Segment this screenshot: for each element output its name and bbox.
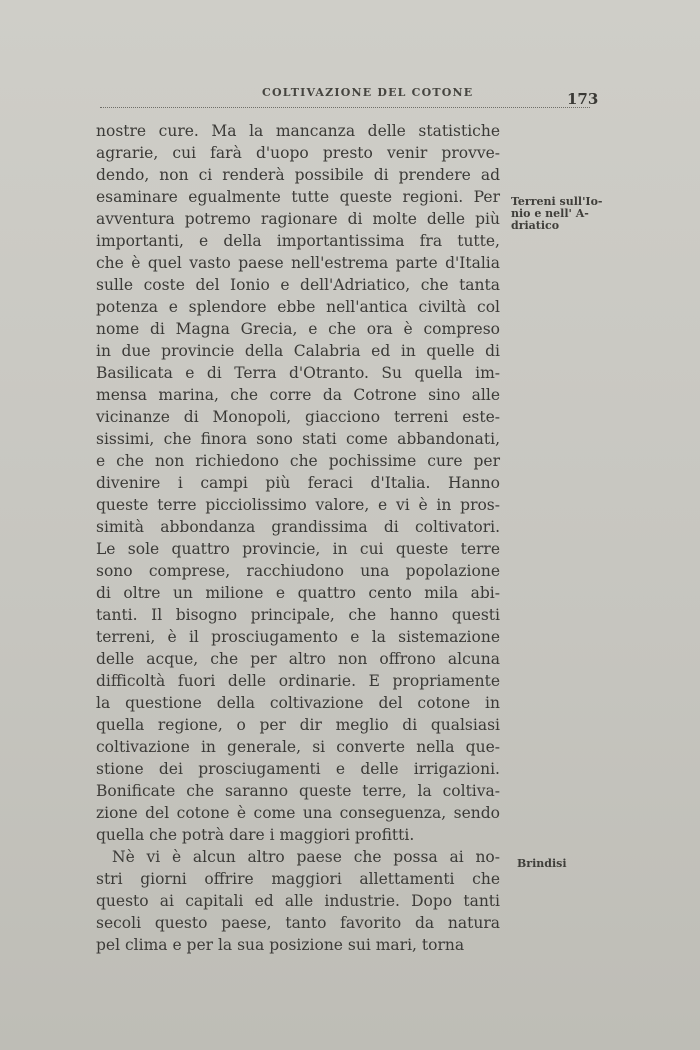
running-title: COLTIVAZIONE DEL COTONE bbox=[262, 86, 474, 99]
text-line: sissimi, che finora sono stati come abbandonati, bbox=[96, 430, 500, 448]
text-line: questo ai capitali ed alle industrie. Dopo tanti bbox=[96, 892, 500, 910]
margin-note-line: nio e nell' A- bbox=[511, 207, 589, 220]
text-line: delle acque, che per altro non offrono alcuna bbox=[96, 650, 500, 668]
text-line: Le sole quattro provincie, in cui queste terre bbox=[96, 540, 500, 558]
text-line: queste terre picciolissimo valore, e vi è in pros- bbox=[96, 496, 500, 514]
text-line: dendo, non ci renderà possibile di prendere ad bbox=[96, 166, 500, 184]
text-line: quella regione, o per dir meglio di qualsiasi bbox=[96, 716, 500, 734]
margin-note-brindisi bbox=[517, 858, 567, 870]
text-line: esaminare egualmente tutte queste regioni. Per bbox=[96, 188, 500, 206]
text-line: importanti, e della importantissima fra tutte, bbox=[96, 232, 500, 250]
text-line: difficoltà fuori delle ordinarie. E propriamente bbox=[96, 672, 500, 690]
text-line: secoli questo paese, tanto favorito da natura bbox=[96, 914, 500, 932]
text-line: divenire i campi più feraci d'Italia. Hanno bbox=[96, 474, 500, 492]
text-line: che è quel vasto paese nell'estrema parte d'Italia bbox=[96, 254, 500, 272]
header-rule bbox=[100, 107, 590, 108]
text-line: mensa marina, che corre da Cotrone sino alle bbox=[96, 386, 500, 404]
text-line: terreni, è il prosciugamento e la sistemazione bbox=[96, 628, 500, 646]
text-line: coltivazione in generale, si converte nella que- bbox=[96, 738, 500, 756]
margin-note-line: Brindisi bbox=[517, 857, 567, 870]
page-number: 173 bbox=[567, 90, 599, 108]
text-line: la questione della coltivazione del cotone in bbox=[96, 694, 500, 712]
text-line: nostre cure. Ma la mancanza delle statistiche bbox=[96, 122, 500, 140]
text-line: stione dei prosciugamenti e delle irrigazioni. bbox=[96, 760, 500, 778]
text-line: tanti. Il bisogno principale, che hanno questi bbox=[96, 606, 500, 624]
text-line: potenza e splendore ebbe nell'antica civiltà col bbox=[96, 298, 500, 316]
text-line: zione del cotone è come una conseguenza, sendo bbox=[96, 804, 500, 822]
body-text bbox=[96, 120, 500, 956]
text-line: stri giorni offrire maggiori allettamenti che bbox=[96, 870, 500, 888]
text-line: Basilicata e di Terra d'Otranto. Su quella im- bbox=[96, 364, 500, 382]
margin-note-terreni bbox=[511, 196, 621, 232]
text-line: nome di Magna Grecia, e che ora è compreso bbox=[96, 320, 500, 338]
text-line: avventura potremo ragionare di molte delle più bbox=[96, 210, 500, 228]
text-line: simità abbondanza grandissima di coltivatori. bbox=[96, 518, 500, 536]
text-line: quella che potrà dare i maggiori profitti. bbox=[96, 826, 415, 844]
text-line: Nè vi è alcun altro paese che possa ai no- bbox=[112, 848, 500, 866]
text-line: vicinanze di Monopoli, giacciono terreni este- bbox=[96, 408, 500, 426]
text-line: sulle coste del Ionio e dell'Adriatico, che tanta bbox=[96, 276, 500, 294]
text-line: Bonificate che saranno queste terre, la coltiva- bbox=[96, 782, 500, 800]
text-line: pel clima e per la sua posizione sui mari, torna bbox=[96, 936, 465, 954]
text-line: e che non richiedono che pochissime cure per bbox=[96, 452, 500, 470]
text-line: sono comprese, racchiudono una popolazione bbox=[96, 562, 500, 580]
text-line: di oltre un milione e quattro cento mila abi- bbox=[96, 584, 500, 602]
margin-note-line: Terreni sull'Io- bbox=[511, 195, 603, 208]
text-line: in due provincie della Calabria ed in quelle di bbox=[96, 342, 500, 360]
text-line: agrarie, cui farà d'uopo presto venir provve- bbox=[96, 144, 500, 162]
margin-note-line: driatico bbox=[511, 219, 560, 232]
